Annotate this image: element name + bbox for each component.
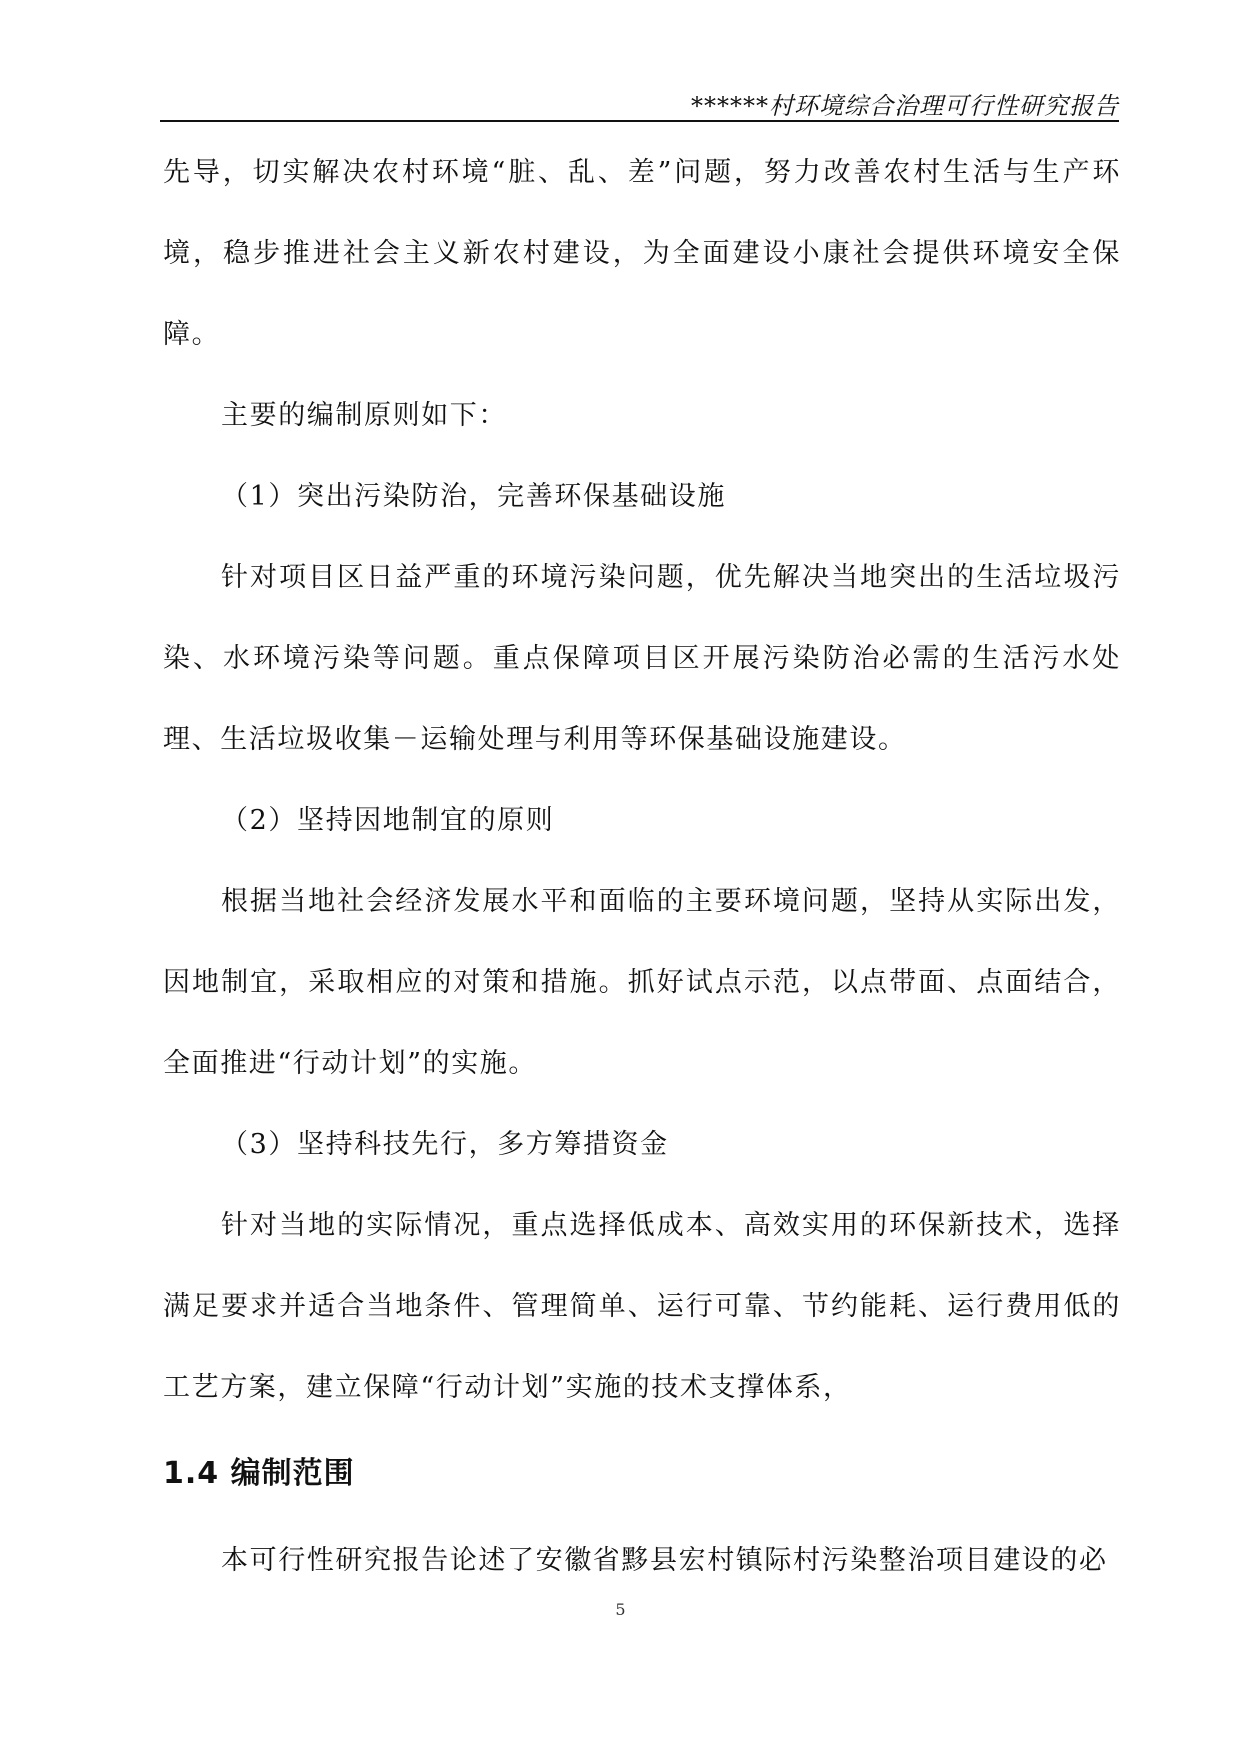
paragraph-principles-intro: 主要的编制原则如下：: [221, 400, 507, 431]
paragraph-continuation: 先导，切实解决农村环境“脏、乱、差”问题，努力改善农村生活与生产环境，稳步推进社会主义新农村建设，为全面建设小康社会提供环境安全保障。: [163, 157, 1121, 350]
principle-1-title: （1）突出污染防治，完善环保基础设施: [221, 481, 726, 512]
section-heading: 1.4 编制范围: [163, 1456, 355, 1491]
principle-3-title: （3）坚持科技先行，多方筹措资金: [221, 1129, 669, 1160]
principle-2-body: 根据当地社会经济发展水平和面临的主要环境问题，坚持从实际出发，因地制宜，采取相应的对策和措施。抓好试点示范，以点带面、点面结合，全面推进“行动计划”的实施。: [163, 886, 1121, 1079]
principle-3-body: 针对当地的实际情况，重点选择低成本、高效实用的环保新技术，选择满足要求并适合当地条件、管理简单、运行可靠、节约能耗、运行费用低的工艺方案，建立保障“行动计划”实施的技术支撑体系，: [163, 1210, 1121, 1403]
body-text: [163, 132, 1121, 1601]
principle-1-body: 针对项目区日益严重的环境污染问题，优先解决当地突出的生活垃圾污染、水环境污染等问题。重点保障项目区开展污染防治必需的生活污水处理、生活垃圾收集－运输处理与利用等环保基础设施建设。: [163, 562, 1121, 755]
principle-2-title: （2）坚持因地制宜的原则: [221, 805, 555, 836]
page-number: 5: [615, 1600, 626, 1619]
header-divider: [160, 120, 1119, 122]
running-header: ******村环境综合治理可行性研究报告: [691, 92, 1119, 120]
paragraph-scope: 本可行性研究报告论述了安徽省黟县宏村镇际村污染整治项目建设的必: [221, 1545, 1108, 1576]
